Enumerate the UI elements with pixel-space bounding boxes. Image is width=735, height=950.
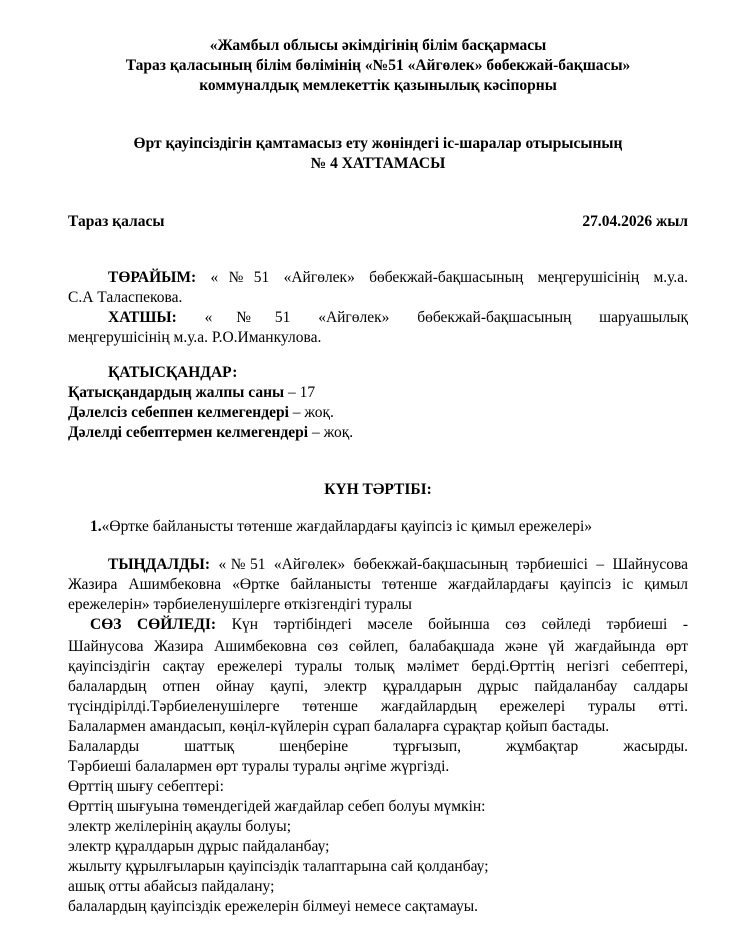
document-title-line2: № 4 ХАТТАМАСЫ [310,155,446,172]
chair-label: ТӨРАЙЫМ: [108,269,197,286]
chair-text: «№51 «Айгөлек» бөбекжай-бақшасының меңгерушісінің м.у.а. [210,269,689,286]
spoke-line8: Тәрбиеші балалармен өрт туралы туралы әңгіме жүргізді. [68,758,450,775]
secretary-text: «№51 «Айгөлек» бөбекжай-бақшасының шаруашылық [204,309,688,326]
spoke-line4: балалардың отпен ойнау қаупі, электр құралдарын дұрыс пайдаланбау салдары [68,678,688,695]
heard-text-1: «№51 «Айгөлек» бөбекжай-бақшасының тәрбиешісі – Шайнусова [210,556,688,573]
date: 27.04.2026 жыл [582,213,688,230]
spoke-line5: түсіндірілді.Тәрбиеленушілерге төтенше жағдайлардың ережелері туралы өтті. [68,698,688,715]
spoke-line13: жылыту құрылғыларын қауіпсіздік талаптарына сай қолданбау; [68,858,489,875]
absent-no-reason-value: – жоқ. [288,404,334,421]
agenda-item-1 [90,517,710,537]
secretary-label: ХАТШЫ: [108,309,177,326]
spoke-line2: Шайнусова Жазира Ашимбековна сөз сөйлеп, балабақшада және үй жағдайында өрт [68,638,688,655]
heard-line1 [108,555,688,575]
document-title-line1: Өрт қауіпсіздігін қамтамасыз ету жөніндегі іс-шаралар отырысының [133,135,623,152]
spoke-line14: ашық отты абайсыз пайдалану; [68,878,275,895]
org-header-line2: Тараз қаласының білім бөлімінің «№51 «Айгөлек» бөбекжай-бақшасы» [125,57,631,74]
spoke-line6: Балалармен амандасып, көңіл-күйлерін сұрап балаларға сұрақтар қойып бастады. [68,718,610,735]
org-header-line3: коммуналдық мемлекеттік қазынылық кәсіпорны [199,77,557,94]
attendees-heading: ҚАТЫСҚАНДАР: [108,364,238,381]
heard-label: ТЫҢДАЛДЫ: [108,556,211,573]
agenda-item-text: «Өртке байланысты төтенше жағдайлардағы қауіпсіз іс қимыл ережелері» [101,518,593,535]
spoke-line10: Өрттің шығуына төмендегідей жағдайлар себеп болуы мүмкін: [68,798,486,815]
heard-line2: Жазира Ашимбековна «Өртке байланысты төтенше жағдайлардағы қауіпсіз іс қимыл [68,576,688,593]
secretary-line2: меңгерушісінің м.у.а. Р.О.Иманкулова. [68,329,322,346]
chair-line1 [108,268,688,288]
spoke-line11: электр желілерінің ақаулы болуы; [68,818,292,835]
spoke-text-1: Күн тәртібіндегі мәселе бойынша сөз сөйледі тәрбиеші - [216,616,689,633]
absent-reason [68,423,688,443]
agenda-heading: КҮН ТӘРТІБІ: [324,481,432,498]
spoke-line3: қауіпсіздігін сақтау ережелері туралы толық мәлімет берді.Өрттің негізгі себептері, [68,658,688,675]
spoke-line1 [90,615,688,635]
absent-no-reason [68,403,688,423]
absent-no-reason-label: Дәлелсіз себеппен келмегендері [68,404,289,421]
city: Тараз қаласы [68,213,165,230]
spoke-line12: электр құралдарын дұрыс пайдаланбау; [68,838,330,855]
spoke-line7: Балаларды шаттық шеңберіне тұрғызып, жұмбақтар жасырды. [68,738,688,755]
chair-line2: С.А Таласпекова. [68,289,183,306]
absent-reason-value: – жоқ. [308,424,354,441]
attendees-total-label: Қатысқандардың жалпы саны [68,384,285,401]
secretary-line1 [108,308,688,328]
org-header-line1: «Жамбыл облысы әкімдігінің білім басқармасы [209,37,547,54]
spoke-line9: Өрттің шығу себептері: [68,778,224,795]
attendees-total [68,383,688,403]
absent-reason-label: Дәлелді себептермен келмегендері [68,424,309,441]
spoke-line15: балалардың қауіпсіздік ережелерін білмеуі немесе сақтамауы. [68,898,479,915]
attendees-total-value: – 17 [284,384,316,401]
spoke-label: СӨЗ СӨЙЛЕДІ: [90,616,217,633]
agenda-item-number: 1. [90,518,102,535]
heard-line3: ережелерін» тәрбиеленушілерге өткізгендігі туралы [68,596,412,613]
